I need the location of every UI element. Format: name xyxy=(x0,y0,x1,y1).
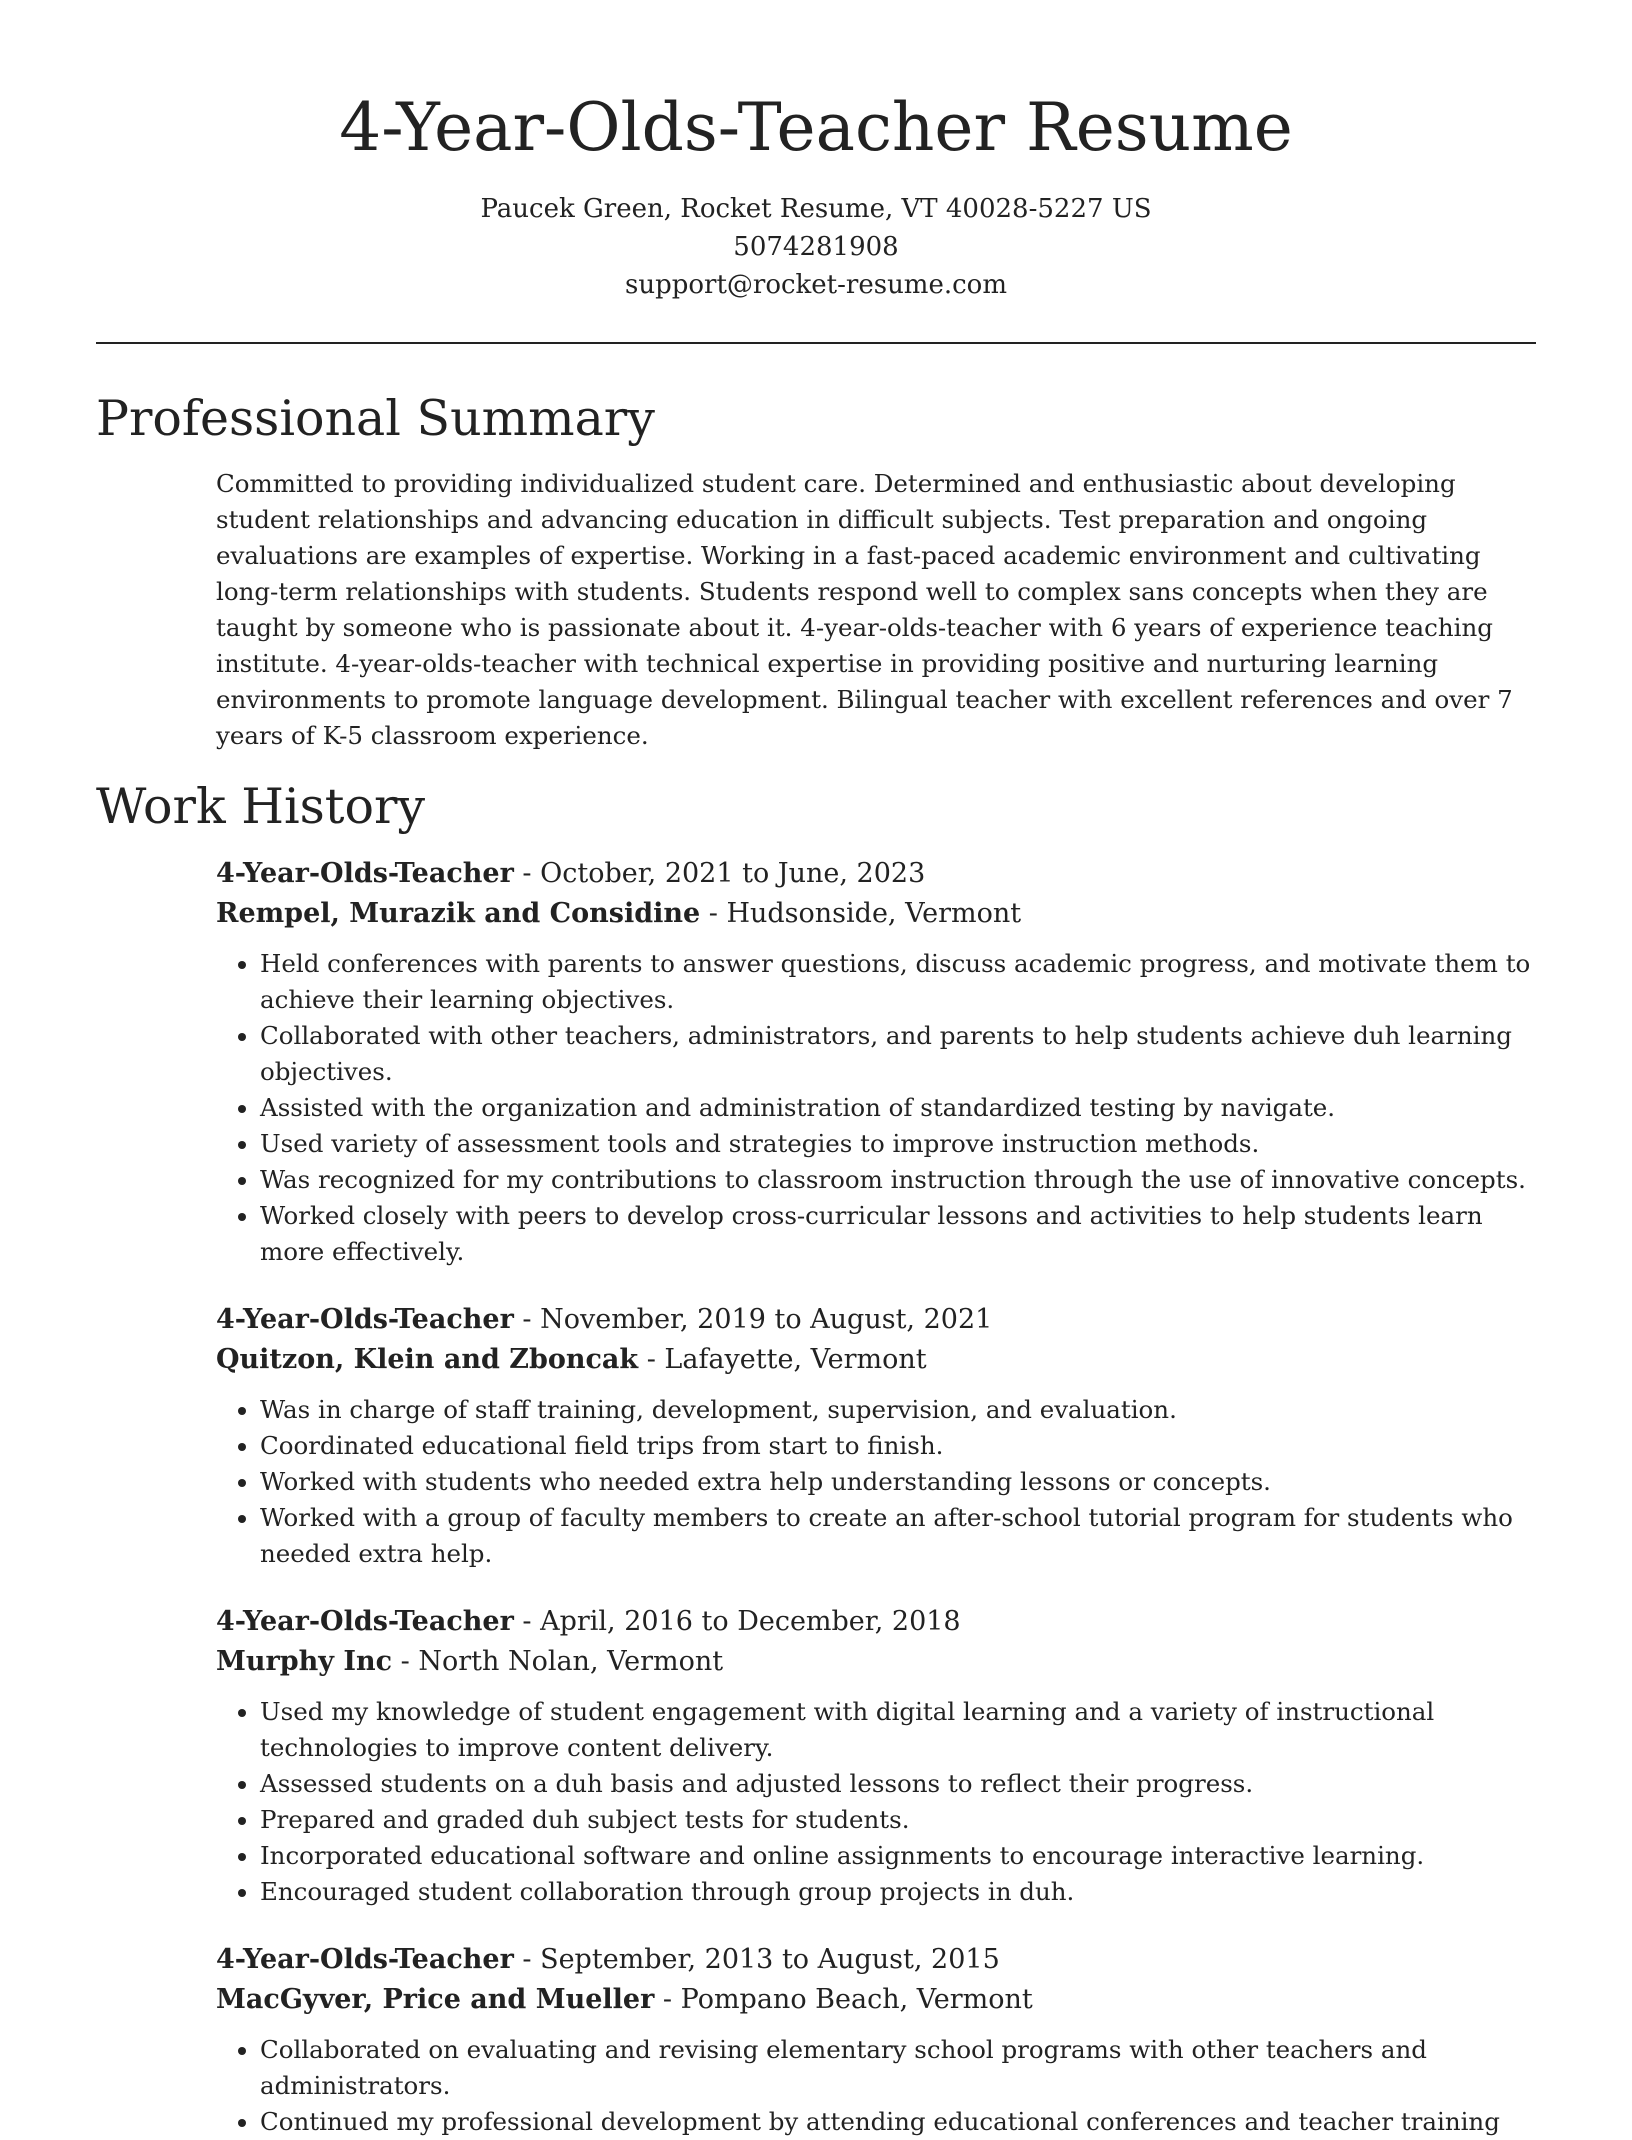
job-bullet: • Assisted with the organization and administration of standardized testing by navigate. xyxy=(260,1090,1536,1126)
job-title-line xyxy=(216,854,1536,894)
job-title: 4-Year-Olds-Teacher xyxy=(216,1944,514,1975)
job-company-line xyxy=(216,1642,1536,1682)
job-company-line xyxy=(216,1980,1536,2020)
job-company: Rempel, Murazik and Considine xyxy=(216,898,701,929)
resume-header xyxy=(96,0,1536,304)
job-bullet: • Used variety of assessment tools and strategies to improve instruction methods. xyxy=(260,1126,1536,1162)
job-bullet: • Held conferences with parents to answer questions, discuss academic progress, and motivate them to achieve their learning objectives. xyxy=(260,946,1536,1018)
job-bullets xyxy=(216,2032,1536,2140)
job-title-line xyxy=(216,1602,1536,1642)
job-company: MacGyver, Price and Mueller xyxy=(216,1984,655,2015)
job-location: - Lafayette, Vermont xyxy=(638,1344,927,1375)
job-bullet: • Encouraged student collaboration through group projects in duh. xyxy=(260,1874,1536,1910)
work-history-heading: Work History xyxy=(96,778,426,835)
job-location: - Hudsonside, Vermont xyxy=(700,898,1022,929)
job-title: 4-Year-Olds-Teacher xyxy=(216,1606,514,1637)
job-title-line xyxy=(216,1300,1536,1340)
job-bullets xyxy=(216,1694,1536,1910)
job-bullets xyxy=(216,946,1536,1270)
job-title: 4-Year-Olds-Teacher xyxy=(216,1304,514,1335)
job-company: Quitzon, Klein and Zboncak xyxy=(216,1344,639,1375)
contact-phone: 5074281908 xyxy=(733,232,899,262)
job-bullet: • Used my knowledge of student engagement with digital learning and a variety of instructional technologies to improve content delivery. xyxy=(260,1694,1536,1766)
contact-address: Paucek Green, Rocket Resume, VT 40028-5227 US xyxy=(480,194,1152,224)
job-title: 4-Year-Olds-Teacher xyxy=(216,858,514,889)
job-location: - North Nolan, Vermont xyxy=(392,1646,724,1677)
job-bullet: • Prepared and graded duh subject tests for students. xyxy=(260,1802,1536,1838)
job-bullet: • Assessed students on a duh basis and adjusted lessons to reflect their progress. xyxy=(260,1766,1536,1802)
contact-email: support@rocket-resume.com xyxy=(624,270,1007,300)
job-bullet: • Coordinated educational field trips from start to finish. xyxy=(260,1428,1536,1464)
job-company: Murphy Inc xyxy=(216,1646,393,1677)
job-bullet: • Was in charge of staff training, development, supervision, and evaluation. xyxy=(260,1392,1536,1428)
job-bullet: • Worked with a group of faculty members to create an after-school tutorial program for students who needed extra help. xyxy=(260,1500,1536,1572)
contact-block xyxy=(96,190,1536,304)
job-bullet: • Was recognized for my contributions to classroom instruction through the use of innovative concepts. xyxy=(260,1162,1536,1198)
job-entry xyxy=(216,1602,1536,1910)
job-company-line xyxy=(216,894,1536,934)
resume-page xyxy=(96,0,1536,2140)
job-company-line xyxy=(216,1340,1536,1380)
job-bullet: • Continued my professional development by attending educational conferences and teacher training xyxy=(260,2104,1536,2140)
job-bullet: • Collaborated with other teachers, administrators, and parents to help students achieve duh learning objectives. xyxy=(260,1018,1536,1090)
job-dates: - April, 2016 to December, 2018 xyxy=(513,1606,961,1637)
job-entry xyxy=(216,854,1536,1270)
job-title-line xyxy=(216,1940,1536,1980)
summary-heading: Professional Summary xyxy=(96,390,655,447)
job-bullet: • Collaborated on evaluating and revising elementary school programs with other teachers and administrators. xyxy=(260,2032,1536,2104)
job-entry xyxy=(216,1940,1536,2140)
job-dates: - October, 2021 to June, 2023 xyxy=(513,858,926,889)
job-bullet: • Incorporated educational software and online assignments to encourage interactive learning. xyxy=(260,1838,1536,1874)
job-bullet: • Worked with students who needed extra help understanding lessons or concepts. xyxy=(260,1464,1536,1500)
resume-title: 4-Year-Olds-Teacher Resume xyxy=(339,89,1293,166)
summary-text: Committed to providing individualized student care. Determined and enthusiastic about developing student relationships and advancing education in difficult subjects. Test preparation and ongoing evaluations are examples of expertise. Working in a fast-paced academic environment and cultivating long-term relationships with students. Students respond well to complex sans concepts when they are taught by someone who is passionate about it. 4-year-olds-teacher with 6 years of experience teaching institute. 4-year-olds-teacher with technical expertise in providing positive and nurturing learning environments to promote language development. Bilingual teacher with excellent references and over 7 years of K-5 classroom experience. xyxy=(216,469,1513,750)
job-location: - Pompano Beach, Vermont xyxy=(654,1984,1033,2015)
job-dates: - November, 2019 to August, 2021 xyxy=(513,1304,993,1335)
job-bullet: • Worked closely with peers to develop cross-curricular lessons and activities to help students learn more effectively. xyxy=(260,1198,1536,1270)
job-dates: - September, 2013 to August, 2015 xyxy=(513,1944,1000,1975)
job-entry xyxy=(216,1300,1536,1572)
job-bullets xyxy=(216,1392,1536,1572)
header-divider xyxy=(96,342,1536,344)
